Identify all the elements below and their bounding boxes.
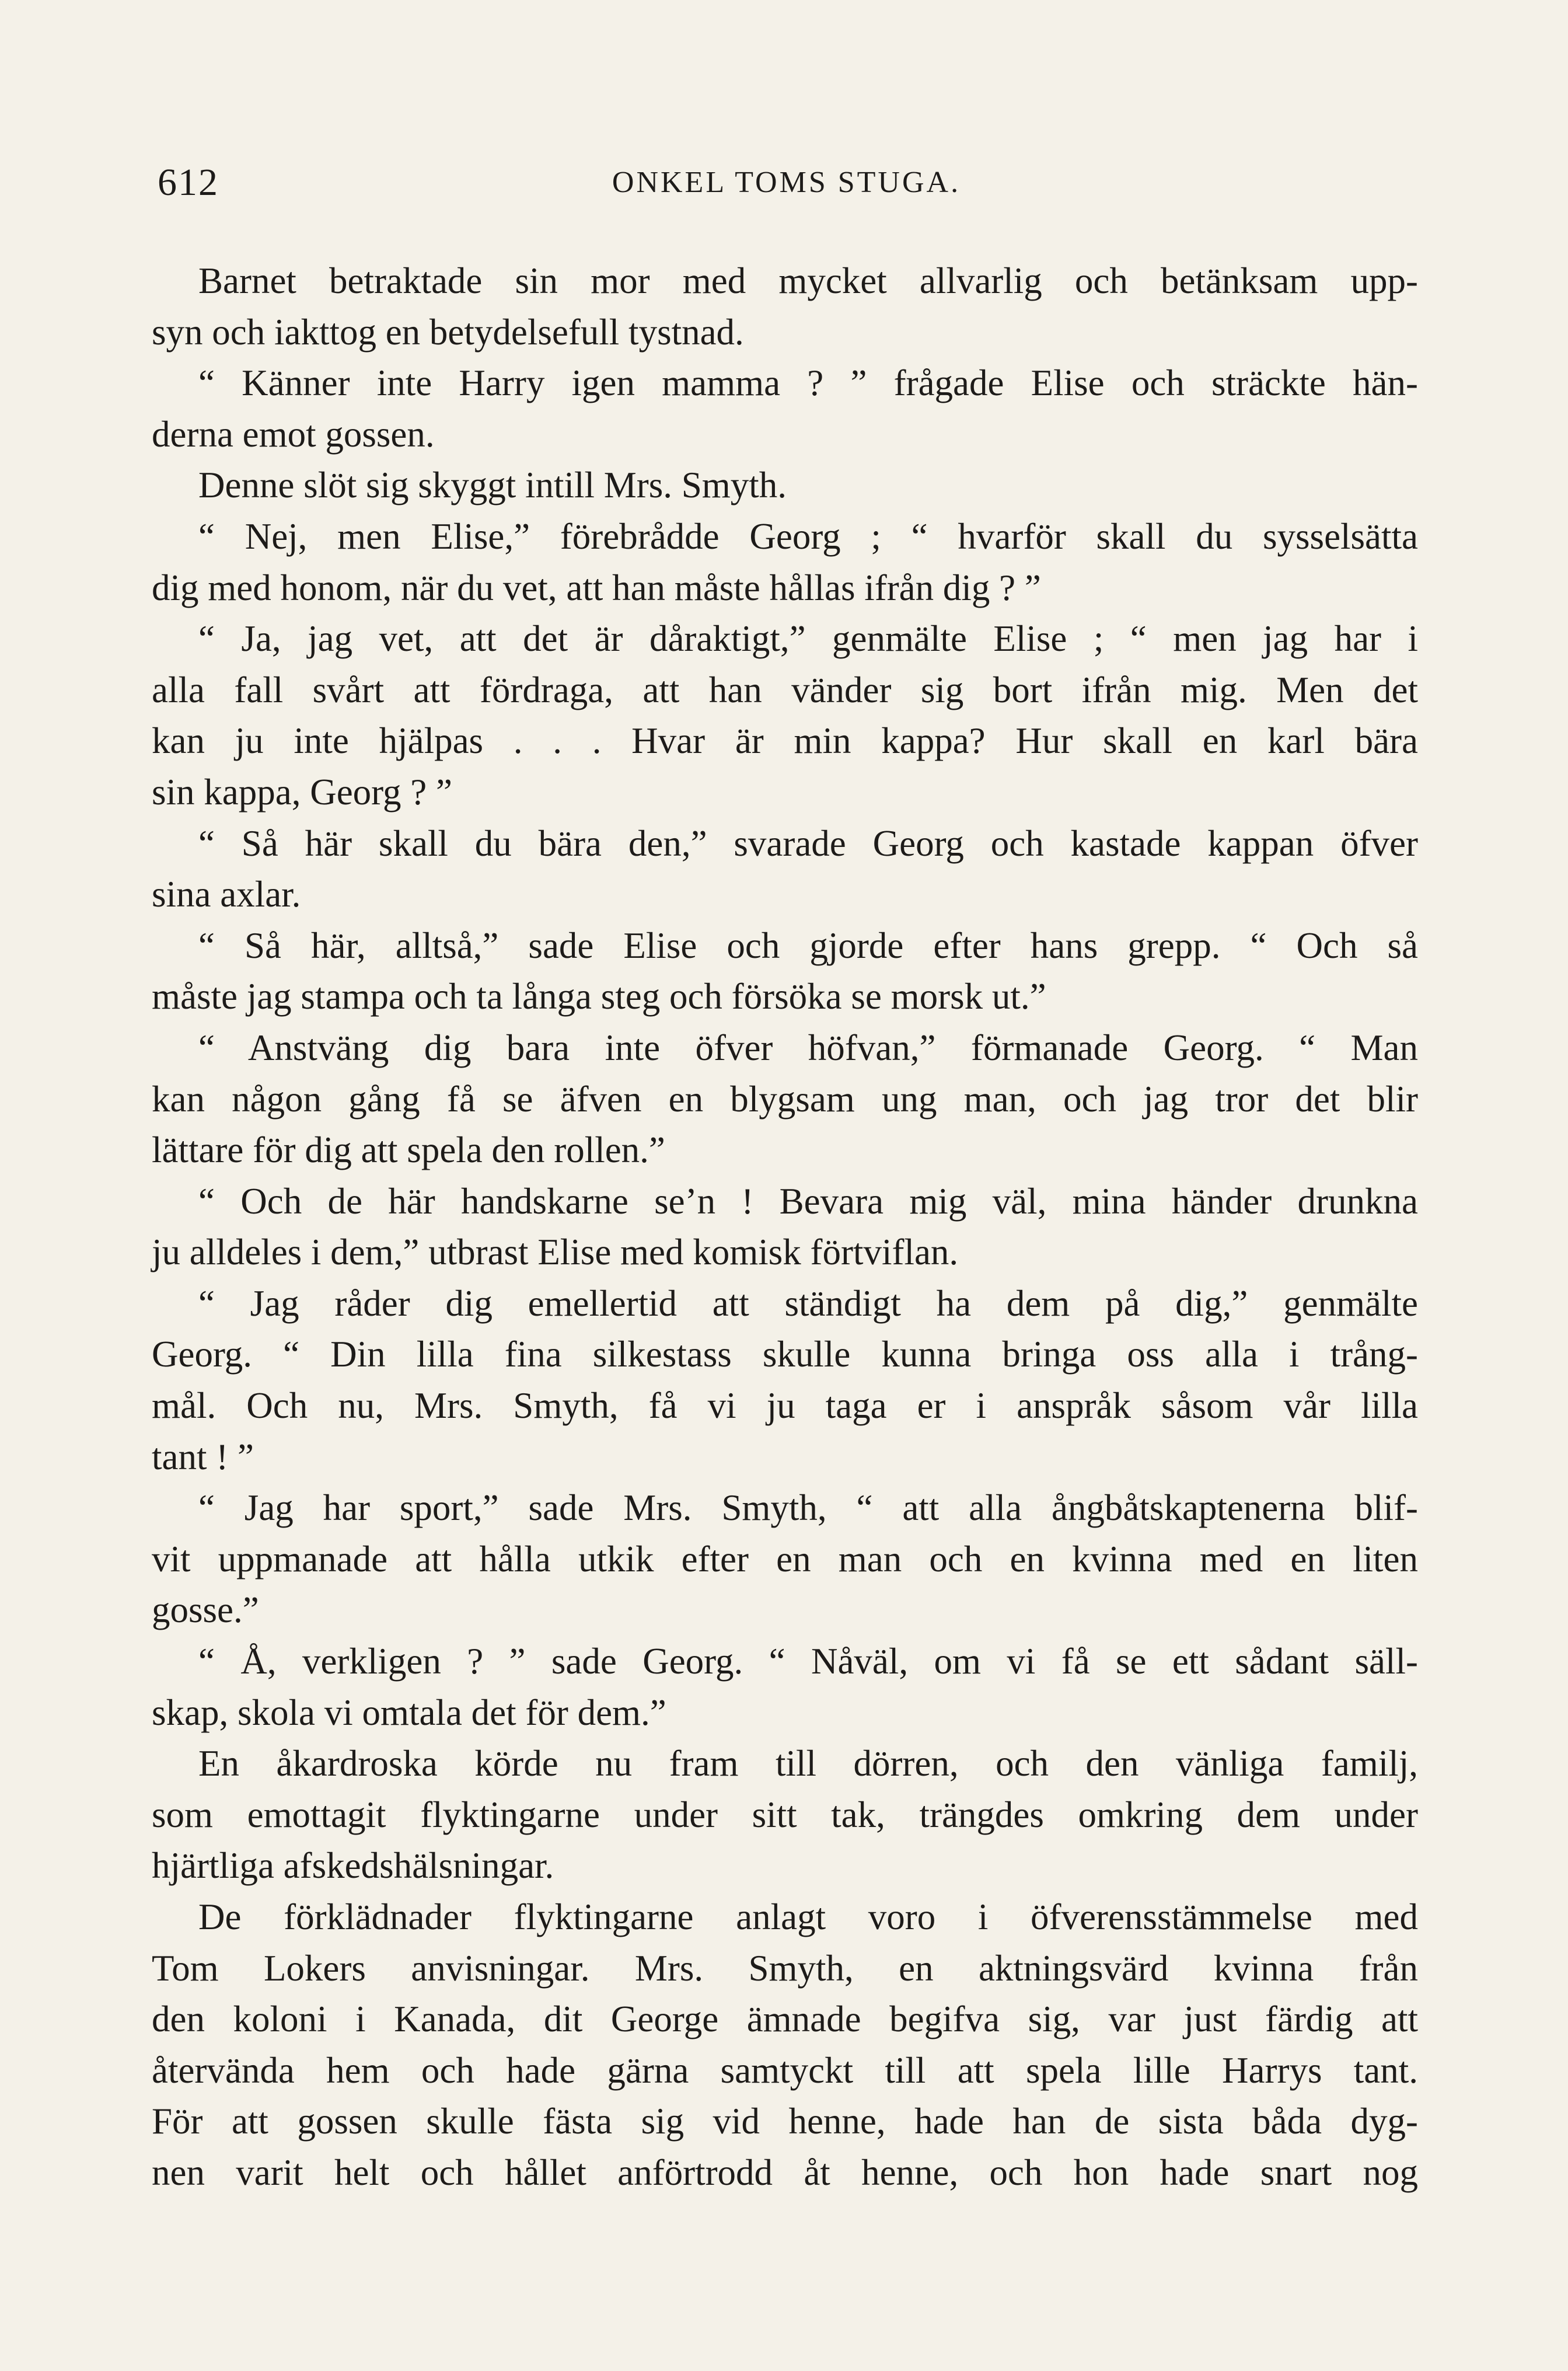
text-line: skap, skola vi omtala det för dem.”: [152, 1692, 666, 1733]
text-line: måste jag stampa och ta långa steg och försöka se morsk ut.”: [152, 976, 1046, 1017]
text-line: “ Så här, alltså,” sade Elise och gjorde efter hans grepp. “ Och så: [198, 925, 1418, 966]
text-line: “ Så här skall du bära den,” svarade Georg och kastade kappan öfver: [198, 822, 1418, 864]
page-header: [158, 161, 1415, 213]
text-line: nen varit helt och hållet anförtrodd åt henne, och hon hade snart nog: [152, 2152, 1418, 2193]
text-line: “ Känner inte Harry igen mamma ? ” frågade Elise och sträckte hän-: [198, 362, 1418, 404]
text-line: mål. Och nu, Mrs. Smyth, få vi ju taga er i anspråk såsom vår lilla: [152, 1385, 1418, 1427]
text-line: vit uppmanade att hålla utkik efter en man och en kvinna med en liten: [152, 1538, 1418, 1579]
text-line: “ Jag råder dig emellertid att ständigt ha dem på dig,” genmälte: [198, 1282, 1418, 1324]
text-line: som emottagit flyktingarne under sitt tak, trängdes omkring dem under: [152, 1794, 1418, 1835]
text-line: “ Å, verkligen ? ” sade Georg. “ Nåväl, om vi få se ett sådant säll-: [198, 1641, 1418, 1682]
page-number: 612: [158, 161, 219, 204]
running-title: ONKEL TOMS STUGA.: [612, 166, 961, 199]
text-line: dig med honom, när du vet, att han måste hållas ifrån dig ? ”: [152, 567, 1041, 608]
text-line: “ Jag har sport,” sade Mrs. Smyth, “ att alla ångbåtskaptenerna blif-: [198, 1487, 1418, 1529]
text-line: “ Ja, jag vet, att det är dåraktigt,” genmälte Elise ; “ men jag har i: [198, 618, 1418, 660]
text-line: För att gossen skulle fästa sig vid henne, hade han de sista båda dyg-: [152, 2101, 1418, 2142]
text-line: den koloni i Kanada, dit George ämnade begifva sig, var just färdig att: [152, 1999, 1418, 2040]
text-line: ju alldeles i dem,” utbrast Elise med komisk förtviflan.: [152, 1232, 959, 1273]
text-line: återvända hem och hade gärna samtyckt till att spela lille Harrys tant.: [152, 2049, 1418, 2091]
text-line: Tom Lokers anvisningar. Mrs. Smyth, en aktningsvärd kvinna från: [152, 1947, 1418, 1989]
text-line: sina axlar.: [152, 874, 301, 915]
text-line: “ Nej, men Elise,” förebrådde Georg ; “ hvarför skall du sysselsätta: [198, 515, 1418, 557]
text-line: “ Och de här handskarne se’n ! Bevara mig väl, mina händer drunkna: [198, 1180, 1418, 1222]
text-line: lättare för dig att spela den rollen.”: [152, 1129, 665, 1171]
text-line: kan ju inte hjälpas . . . Hvar är min kappa? Hur skall en karl bära: [152, 720, 1418, 762]
text-line: De förklädnader flyktingarne anlagt voro i öfverensstämmelse med: [198, 1896, 1418, 1937]
text-line: kan någon gång få se äfven en blygsam ung man, och jag tror det blir: [152, 1078, 1418, 1120]
text-line: tant ! ”: [152, 1436, 254, 1477]
text-line: alla fall svårt att fördraga, att han vänder sig bort ifrån mig. Men det: [152, 669, 1418, 710]
body-text: [152, 256, 1418, 2199]
text-line: hjärtliga afskedshälsningar.: [152, 1845, 554, 1887]
text-line: “ Anstväng dig bara inte öfver höfvan,” förmanade Georg. “ Man: [198, 1027, 1418, 1068]
text-line: derna emot gossen.: [152, 413, 435, 455]
text-line: sin kappa, Georg ? ”: [152, 771, 452, 813]
text-line: Denne slöt sig skyggt intill Mrs. Smyth.: [198, 465, 787, 506]
text-line: En åkardroska körde nu fram till dörren, och den vänliga familj,: [198, 1743, 1418, 1784]
text-line: syn och iakttog en betydelsefull tystnad.: [152, 311, 744, 353]
text-line: Georg. “ Din lilla fina silkestass skulle kunna bringa oss alla i trång-: [152, 1334, 1418, 1375]
text-line: gosse.”: [152, 1589, 259, 1631]
text-line: Barnet betraktade sin mor med mycket allvarlig och betänksam upp-: [198, 260, 1418, 301]
